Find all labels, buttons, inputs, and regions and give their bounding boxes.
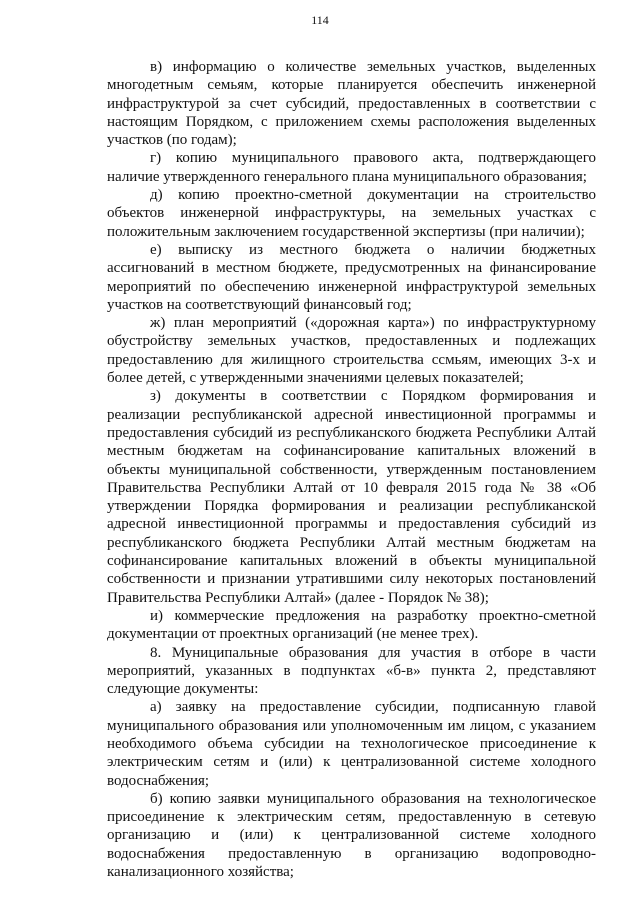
- paragraph-item-d: д) копию проектно-сметной документации на строительство объектов инженерной инфраструктуры, на земельных участках с положительным заключением государственной экспертизы (при наличии);: [107, 187, 596, 240]
- paragraph-item-v: в) информацию о количестве земельных участков, выделенных многодетным семьям, которые планируется обеспечить инженерной инфраструктурой за счет субсидий, предоставленных в соответствии с настоящим Порядком, с приложением схемы расположения выделенных участков (по годам);: [107, 59, 596, 149]
- paragraph-item-e: е) выписку из местного бюджета о наличии бюджетных ассигнований в местном бюджете, предусмотренных на финансирование мероприятий по обеспечению инженерной инфраструктурой земельных участков на соответствующий финансовый год;: [107, 241, 596, 313]
- paragraph-item-g: г) копию муниципального правового акта, подтверждающего наличие утвержденного генерального плана муниципального образования;: [107, 150, 596, 185]
- document-body: [107, 58, 596, 881]
- page-number: 114: [311, 13, 329, 27]
- paragraph-item-b: б) копию заявки муниципального образования на технологическое присоединение к электрическим сетям, предоставленную в сетевую организацию и (или) к централизованной системе холодного водоснабжения предоставленную в организацию водопроводно-канализационного хозяйства;: [107, 790, 596, 881]
- paragraph-clause-8: 8. Муниципальные образования для участия в отборе в части мероприятий, указанных в подпунктах «б-в» пункта 2, представляют следующие документы:: [107, 644, 596, 698]
- paragraph-item-i: и) коммерческие предложения на разработку проектно-сметной документации от проектных организаций (не менее трех).: [107, 607, 596, 643]
- paragraph-item-z: з) документы в соответствии с Порядком формирования и реализации республиканской адресной инвестиционной программы и предоставления субсидий из республиканского бюджета Республики Алтай местным бюджетам на софинансирование капитальных вложений в объекты муниципальной собственности, утвержденным постановлением Правительства Республики Алтай от 10 февраля 2015 года № 38 «Об утверждении Порядка формирования и реализации республиканской адресной инвестиционной программы и предоставления субсидий из республиканского бюджета Республики Алтай местным бюджетам на софинансирование капитальных вложений в объекты муниципальной собственности и признании утратившими силу некоторых постановлений Правительства Республики Алтай» (далее - Порядок № 38);: [107, 388, 596, 606]
- paragraph-item-zh: ж) план мероприятий («дорожная карта») по инфраструктурному обустройству земельных участков, предоставленных и подлежащих предоставлению для жилищного строительства ссмьям, имеющих 3-х и более детей, с утвержденными значениями целевых показателей;: [107, 315, 596, 387]
- paragraph-item-a: а) заявку на предоставление субсидии, подписанную главой муниципального образования или уполномоченным им лицом, с указанием необходимого объема субсидии на технологическое присоединение к электрическим сетям и (или) к централизованной системе холодного водоснабжения;: [107, 699, 596, 789]
